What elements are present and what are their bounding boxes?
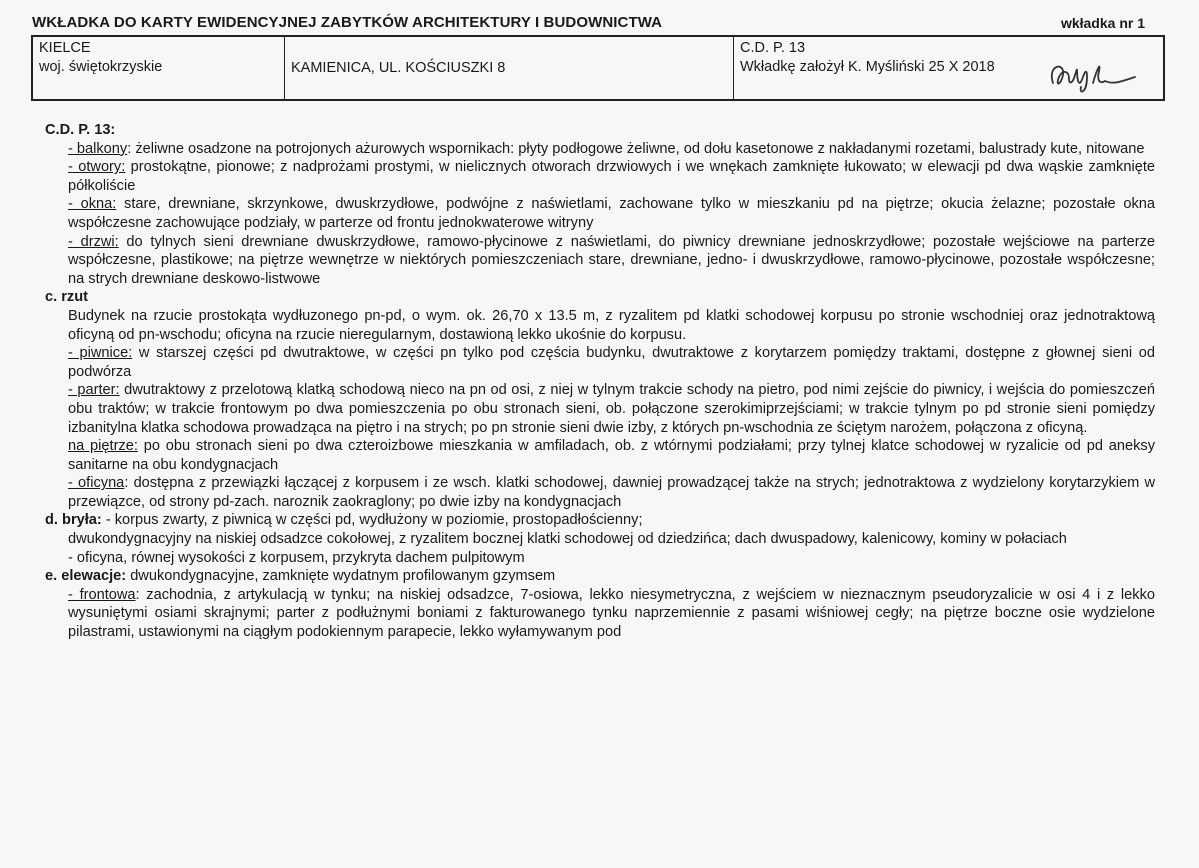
paragraph-bryla-3: - oficyna, równej wysokości z korpusem, przykryta dachem pulpitowym: [68, 549, 525, 566]
insert-number: wkładka nr 1: [1060, 15, 1145, 31]
label-pietro: na piętrze:: [68, 438, 138, 455]
city: KIELCE: [39, 40, 91, 56]
paragraph-rzut: Budynek na rzucie prostokąta wydłuzonego pn-pd, o wym. ok. 26,70 x 13.5 m, z ryzalitem pd klatki schodowej korpusu po stronie wschodniej oraz jednotraktową oficyną od pn-wschodu; oficyna na rzucie nieregularnym, dostawioną lekko ukośnie do korpusu.: [68, 307, 1155, 343]
text-bryla-1: - korpus zwarty, z piwnicą w części pd, wydłużony w poziomie, prostopadłościenny;: [101, 512, 643, 529]
text-elewacje: dwukondygnacyjne, zamknięte wydatnym profilowanym gzymsem: [126, 568, 556, 585]
paragraph-bryla-2: dwukondygnacyjny na niskiej odsadzce cokołowej, z ryzalitem bocznej klatki schodowej od dziedzińca; dach dwuspadowy, kalenicowy, kominy w połaciach: [68, 531, 1067, 548]
document-body: [45, 121, 1155, 642]
object-cell: [285, 37, 734, 99]
label-frontowa: - frontowa: [68, 586, 136, 603]
text-oficyna: : dostępna z przewiązki łączącej z korpusem i ze wsch. klatki schodowej, dawniej prowadzącej także na strych; jednotraktowa z wydzielony korytarzykiem w przewiązce, od strony pd-zach. naroznik zaokraglony; po dwie izby na kondygnacjach: [68, 475, 1155, 510]
paragraph-piwnice: [45, 344, 1155, 381]
paragraph-otwory: [45, 158, 1155, 195]
text-otwory: prostokątne, pionowe; z nadprożami prostymi, w nielicznych otworach drzwiowych i we wnękach zamknięte łukowato; w elewacji pd dwa wąskie zamknięte półkoliście: [68, 159, 1155, 194]
label-balkony: - balkony: [68, 140, 128, 157]
paragraph-elewacje: [45, 567, 1155, 586]
section-rzut-heading: c. rzut: [45, 289, 88, 306]
text-frontowa: : zachodnia, z artykulacją w tynku; na niskiej odsadzce, 7-osiowa, lekko niesymetryczna, z wejściem w nieznacznym pseudoryzalicie w osi 4 i z lekko wysuniętymi osiami skrajnymi; parter z podłużnymi boniami z fakturowanego tynku naprzemiennie z pasami wiśniowej cegły; na piętrze boczne osie wydzielone pilastrami, ustawionymi na ciągłym podokiennym parapecie, lekko wyłamywanym pod: [68, 586, 1155, 641]
record-code: C.D. P. 13: [740, 40, 806, 56]
label-okna: - okna:: [68, 196, 117, 213]
signature-icon: [1043, 55, 1143, 95]
object-name: KAMIENICA, UL. KOŚCIUSZKI 8: [291, 60, 506, 76]
paragraph-frontowa: [45, 586, 1155, 642]
document-title: WKŁADKA DO KARTY EWIDENCYJNEJ ZABYTKÓW ARCHITEKTURY I BUDOWNICTWA: [32, 14, 663, 31]
label-parter: - parter:: [68, 382, 120, 399]
paragraph-balkony: [45, 140, 1155, 159]
text-balkony: : żeliwne osadzone na potrojonych ażurowych wspornikach: płyty podłogowe żeliwne, od dołu kasetonowe z nakładanymi rozetami, balustrady kute, nitowane: [127, 140, 1145, 157]
label-oficyna: - oficyna: [68, 475, 125, 492]
record-cell: [734, 37, 1163, 99]
text-pietro: po obu stronach sieni po dwa czteroizbowe mieszkania w amfiladach, ob. z wtórnymi podziałami; przy tylnej klatce schodowej w ryzalicie od pd aneksy sanitarne na obu kondygnacjach: [68, 438, 1155, 473]
paragraph-parter: [45, 381, 1155, 437]
section-code-heading: C.D. P. 13:: [45, 122, 116, 138]
paragraph-okna: [45, 195, 1155, 232]
location-cell: [33, 37, 285, 99]
label-otwory: - otwory:: [68, 159, 126, 176]
paragraph-bryla: [45, 511, 1155, 530]
text-okna: stare, drewniane, skrzynkowe, dwuskrzydłowe, podwójne z naświetlami, zachowane tylko w mieszkaniu pd na piętrze; okucia żelazne; pozostałe okna współczesne zachowujące podziały, w parterze od frontu jednokwaterowe witryny: [68, 196, 1155, 231]
paragraph-pietro: [45, 437, 1155, 474]
text-piwnice: w starszej części pd dwutraktowe, w części pn tylko pod częścia budynku, dwutraktowe z korytarzem pomiędzy traktami, dostępne z głownej sieni od podwórza: [68, 345, 1156, 380]
section-bryla-heading: d. bryła:: [45, 512, 102, 529]
voivodeship: woj. świętokrzyskie: [39, 59, 163, 75]
text-drzwi: do tylnych sieni drewniane dwuskrzydłowe, ramowo-płycinowe z naświetlami, do piwnicy drewniane jednoskrzydłowe; pozostałe wejściowe na parterze współczesne, plastikowe; na piętrze wewnętrze w niektórych pomieszczeniach stare, drewniane, jedno- i dwuskrzydłowe, ramowo-płycinowe, pozostałe współczesne; na strych drewniane deskowo-listwowe: [68, 233, 1155, 287]
label-piwnice: - piwnice:: [68, 345, 133, 362]
paragraph-drzwi: [45, 233, 1155, 289]
created-by: Wkładkę założył K. Myśliński 25 X 2018: [740, 59, 995, 75]
paragraph-oficyna: [45, 474, 1155, 511]
text-parter: dwutraktowy z przelotową klatką schodową nieco na pn od osi, z niej w tylnym trakcie schody na pietro, pod nimi zejście do piwnicy, i wejścia do pomieszczeń obu traktów; w trakcie frontowym po dwa pomieszczenia po obu stronach sieni, ob. połączone szerokimiprzejściami; w trakcie tylnym po pd stronie sieni pomiędzy izbanitylna klatka schodowa prowadząca na piętro i na strych; po pn stronie sieni dwie izby, z których pn-wschodnia ze ściętym narożem, połączona z oficyną.: [68, 382, 1155, 436]
section-elewacje-heading: e. elewacje:: [45, 568, 127, 585]
label-drzwi: - drzwi:: [68, 233, 119, 250]
info-table: [31, 35, 1165, 101]
